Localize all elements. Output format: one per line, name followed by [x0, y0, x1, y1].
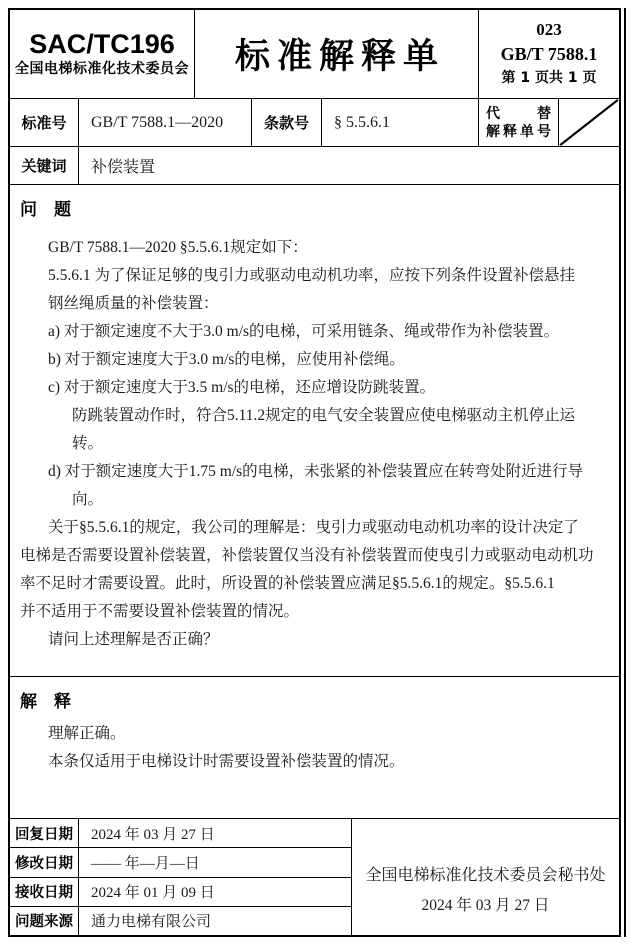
org-name: 全国电梯标准化技术委员会: [15, 61, 189, 77]
question-line: 并不适用于不需要设置补偿装置的情况。: [20, 603, 300, 620]
question-line: d) 对于额定速度大于1.75 m/s的电梯，未张紧的补偿装置应在转弯处附近进行导: [48, 463, 584, 480]
question-section: [10, 185, 619, 677]
question-line: c) 对于额定速度大于3.5 m/s的电梯，还应增设防跳装置。: [48, 379, 436, 396]
question-line: 电梯是否需要设置补偿装置，补偿装置仅当没有补偿装置而使曳引力或驱动电动机功: [20, 547, 594, 564]
outer-border-line: [624, 8, 626, 937]
standard-no-label: 标准号: [10, 99, 79, 146]
clause-value: § 5.5.6.1: [322, 99, 479, 146]
replaces-label: [479, 99, 559, 146]
doc-number: 023: [536, 20, 562, 39]
revise-date-row: [10, 848, 351, 877]
title-cell: [195, 10, 479, 98]
keyword-label: 关键词: [10, 147, 79, 184]
receive-date-value: 2024 年 01 月 09 日: [91, 885, 215, 902]
diagonal-slash-icon: [559, 99, 619, 146]
replaces-value-cell: [559, 99, 619, 146]
receive-date-label: 接收日期: [10, 878, 79, 906]
footer-section: [10, 819, 619, 935]
footer-dates: [10, 819, 352, 935]
docinfo-cell: [479, 10, 619, 98]
question-line: GB/T 7588.1—2020 §5.5.6.1规定如下：: [48, 239, 308, 256]
interpretation-heading: 解 释: [20, 692, 71, 712]
page-info: 第 1 页共 1 页: [501, 70, 597, 86]
question-line: 钢丝绳质量的补偿装置：: [48, 295, 219, 312]
header-row: [10, 10, 619, 99]
replaces-label-line2: 解释单号: [486, 123, 551, 140]
reply-date-row: [10, 819, 351, 848]
meta-row: [10, 99, 619, 147]
secretariat-date: 2024 年 03 月 27 日: [421, 897, 550, 914]
question-line: 向。: [72, 491, 104, 508]
question-line: 请问上述理解是否正确？: [48, 631, 219, 648]
replaces-label-line1: 代 替: [486, 105, 551, 122]
doc-standard: GB/T 7588.1: [500, 44, 598, 64]
revise-date-label: 修改日期: [10, 848, 79, 876]
secretariat-name: 全国电梯标准化技术委员会秘书处: [365, 867, 606, 884]
question-line: 转。: [72, 435, 104, 452]
question-line: 率不足时才需要设置。此时，所设置的补偿装置应满足§5.5.6.1的规定。§5.5.6.1: [20, 575, 555, 592]
reply-date-label: 回复日期: [10, 819, 79, 847]
interpretation-body: [10, 720, 619, 776]
clause-label: 条款号: [252, 99, 322, 146]
revise-date-value: —— 年—月—日: [91, 855, 200, 872]
question-source-value: 通力电梯有限公司: [91, 914, 212, 931]
interpretation-section: [10, 677, 619, 819]
secretariat-cell: [352, 819, 619, 935]
question-heading: 问 题: [20, 200, 71, 220]
question-line: b) 对于额定速度大于3.0 m/s的电梯，应使用补偿绳。: [48, 351, 405, 368]
question-line: 关于§5.5.6.1的规定，我公司的理解是：曳引力或驱动电动机功率的设计决定了: [48, 519, 579, 536]
question-line: 5.5.6.1 为了保证足够的曳引力或驱动电动机功率，应按下列条件设置补偿悬挂: [48, 267, 576, 284]
keyword-value: 补偿装置: [91, 159, 156, 176]
question-line: 防跳装置动作时，符合5.11.2规定的电气安全装置应使电梯驱动主机停止运: [72, 407, 576, 424]
standard-no-value: GB/T 7588.1—2020: [79, 99, 252, 146]
question-source-row: [10, 907, 351, 935]
interpretation-line: 本条仅适用于电梯设计时需要设置补偿装置的情况。: [48, 753, 405, 770]
interpretation-sheet: [8, 8, 621, 937]
keyword-row: [10, 147, 619, 185]
org-cell: [10, 10, 195, 98]
interpretation-line: 理解正确。: [48, 725, 126, 742]
question-source-label: 问题来源: [10, 907, 79, 935]
page-title: 标准解释单: [234, 37, 445, 77]
receive-date-row: [10, 878, 351, 907]
org-code: SAC/TC196: [29, 29, 175, 59]
question-body: [10, 234, 619, 654]
question-line: a) 对于额定速度不大于3.0 m/s的电梯，可采用链条、绳或带作为补偿装置。: [48, 323, 560, 340]
reply-date-value: 2024 年 03 月 27 日: [91, 826, 215, 843]
